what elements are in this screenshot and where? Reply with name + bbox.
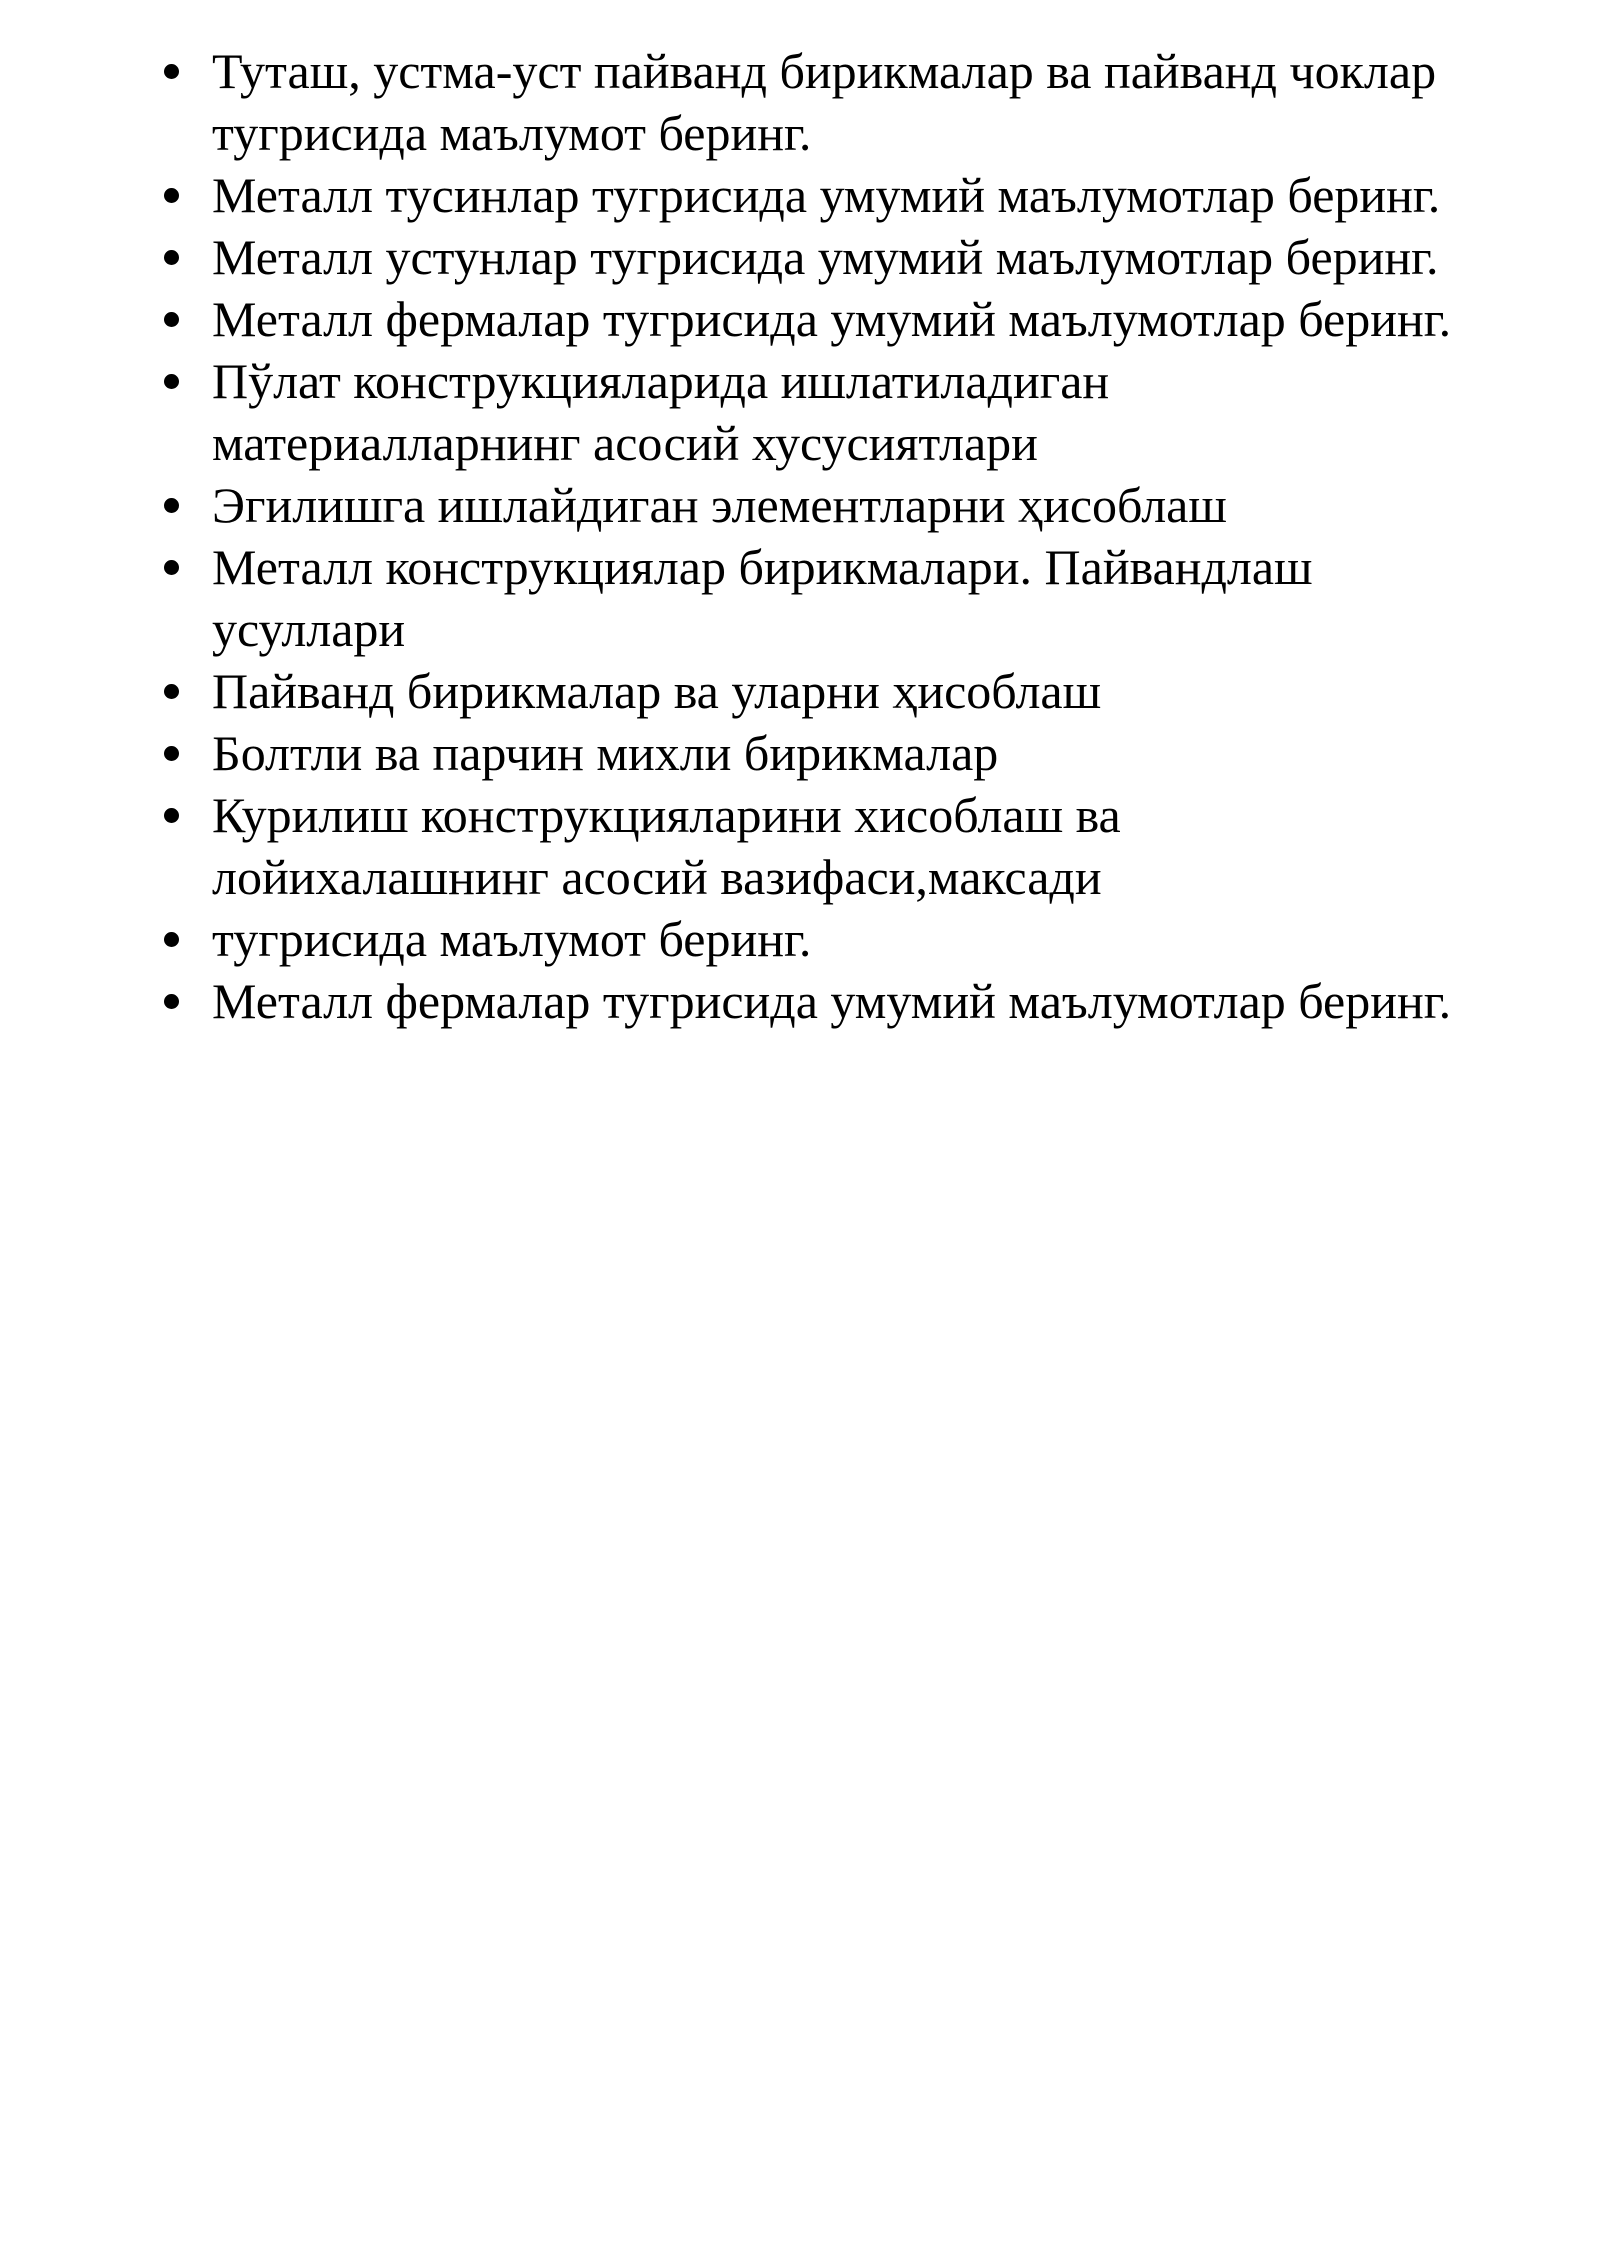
list-item-text: Металл фермалар тугрисида умумий маълумотлар беринг. [212, 973, 1452, 1029]
list-item [160, 40, 1460, 164]
list-item [160, 474, 1460, 536]
list-item [160, 288, 1460, 350]
list-item [160, 536, 1460, 660]
list-item-text: Металл конструкциялар бирикмалари. Пайвандлаш усуллари [212, 539, 1313, 657]
list-item [160, 350, 1460, 474]
list-item-text: Курилиш конструкцияларини хисоблаш ва лойихалашнинг асосий вазифаси,максади [212, 787, 1121, 905]
list-item [160, 722, 1460, 784]
list-item [160, 970, 1460, 1032]
bullet-icon [164, 498, 179, 513]
list-item [160, 164, 1460, 226]
list-item-text: Металл тусинлар тугрисида умумий маълумотлар беринг. [212, 167, 1441, 223]
list-item [160, 226, 1460, 288]
bullet-icon [164, 932, 179, 947]
bullet-icon [164, 808, 179, 823]
list-item-text: Пўлат конструкцияларида ишлатиладиган материалларнинг асосий хусусиятлари [212, 353, 1110, 471]
bullet-icon [164, 64, 179, 79]
list-item-text: Металл устунлар тугрисида умумий маълумотлар беринг. [212, 229, 1439, 285]
list-item-text: Металл фермалар тугрисида умумий маълумотлар беринг. [212, 291, 1452, 347]
bullet-icon [164, 560, 179, 575]
list-item-text: Пайванд бирикмалар ва уларни ҳисоблаш [212, 663, 1102, 719]
question-list [160, 40, 1460, 1032]
list-item-text: Болтли ва парчин михли бирикмалар [212, 725, 999, 781]
bullet-icon [164, 250, 179, 265]
bullet-icon [164, 746, 179, 761]
bullet-icon [164, 188, 179, 203]
list-item-text: тугрисида маълумот беринг. [212, 911, 812, 967]
bullet-icon [164, 312, 179, 327]
list-item-text: Эгилишга ишлайдиган элементларни ҳисоблаш [212, 477, 1227, 533]
list-item [160, 784, 1460, 908]
bullet-icon [164, 374, 179, 389]
bullet-icon [164, 684, 179, 699]
list-item-text: Туташ, устма-уст пайванд бирикмалар ва пайванд чоклар тугрисида маълумот беринг. [212, 43, 1437, 161]
bullet-icon [164, 994, 179, 1009]
list-item [160, 660, 1460, 722]
list-item [160, 908, 1460, 970]
